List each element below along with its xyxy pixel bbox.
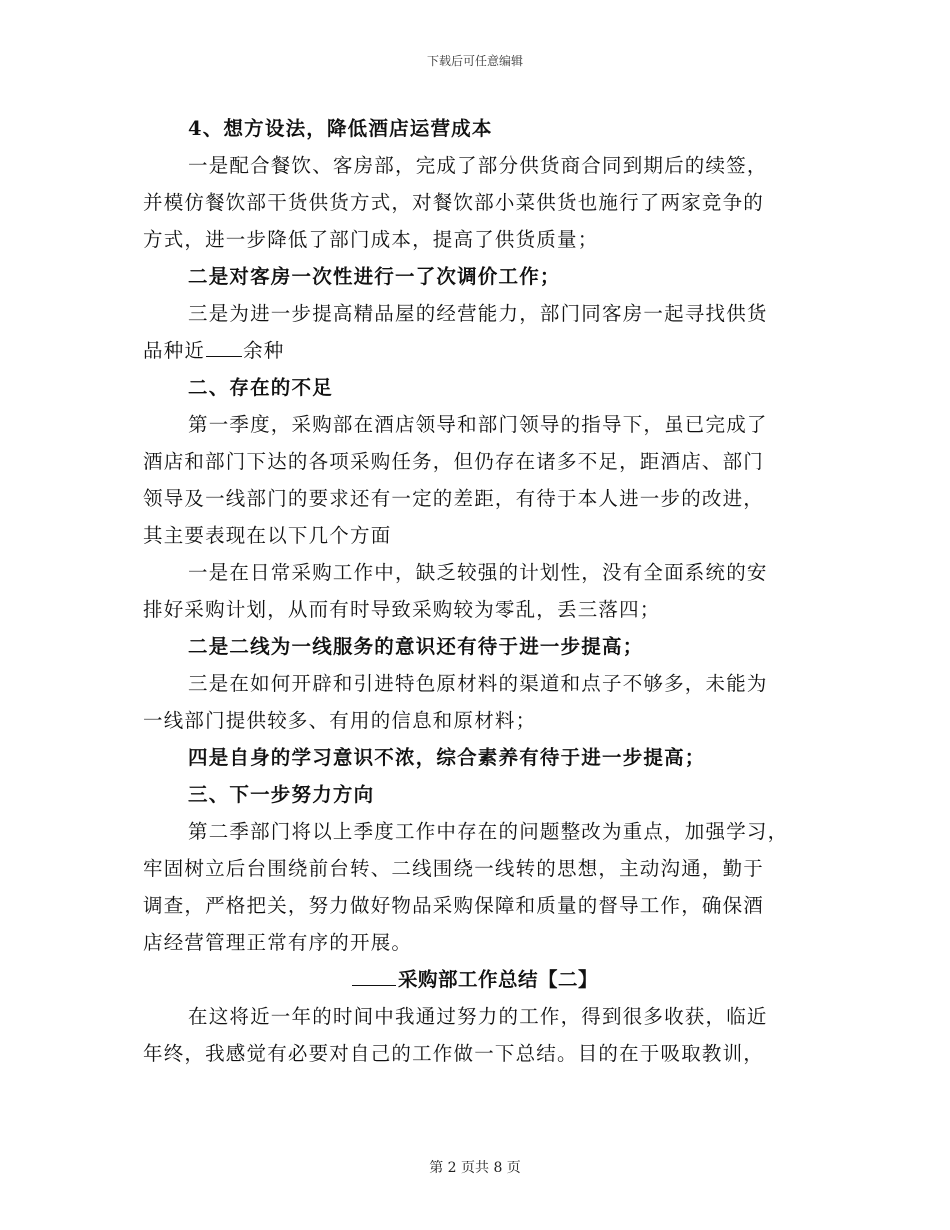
bold-paragraph-line: 四是自身的学习意识不浓，综合素养有待于进一步提高； [188, 746, 706, 769]
document-subtitle [143, 961, 807, 998]
paragraph-line: 一线部门提供较多、有用的信息和原材料； [143, 709, 537, 732]
paragraph-line: 三是为进一步提高精品屋的经营能力，部门同客房一起寻找供货 [188, 302, 768, 325]
paragraph-line: 一是配合餐饮、客房部，完成了部分供货商合同到期后的续签， [188, 154, 768, 177]
paragraph-line: 并模仿餐饮部干货供货方式，对餐饮部小菜供货也施行了两家竞争的 [143, 191, 765, 214]
title-blank [352, 963, 396, 986]
paragraph-line: 年终，我感觉有必要对自己的工作做一下总结。目的在于吸取教训， [143, 1042, 765, 1065]
paragraph-line: 酒店和部门下达的各项采购任务，但仍存在诸多不足，距酒店、部门 [143, 450, 765, 473]
text-before-blank: 品种近 [143, 339, 206, 362]
subtitle-text: 采购部工作总结【二】 [397, 968, 598, 991]
paragraph-line: 调查，严格把关，努力做好物品采购保障和质量的督导工作，确保酒 [143, 894, 765, 917]
paragraph-line: 第一季度，采购部在酒店领导和部门领导的指导下，虽已完成了 [188, 413, 768, 436]
paragraph-line: 牢固树立后台围绕前台转、二线围绕一线转的思想，主动沟通，勤于 [143, 857, 765, 880]
paragraph-line: 在这将近一年的时间中我通过努力的工作，得到很多收获，临近 [188, 1005, 768, 1028]
fill-in-blank [206, 334, 242, 357]
paragraph-line: 第二季部门将以上季度工作中存在的问题整改为重点，加强学习， [188, 820, 789, 843]
section-heading-cost: 4、想方设法，降低酒店运营成本 [188, 117, 493, 140]
text-after-blank: 余种 [243, 339, 285, 362]
paragraph-line: 方式，进一步降低了部门成本，提高了供货质量； [143, 228, 599, 251]
paragraph-line: 店经营管理正常有序的开展。 [143, 931, 413, 954]
bold-paragraph-line: 二是二线为一线服务的意识还有待于进一步提高； [188, 635, 644, 658]
paragraph-line: 一是在日常采购工作中，缺乏较强的计划性，没有全面系统的安 [188, 561, 768, 584]
page-header: 下载后可任意编辑 [426, 54, 523, 68]
page-footer: 第 2 页共 8 页 [429, 1160, 521, 1176]
paragraph-line: 领导及一线部门的要求还有一定的差距，有待于本人进一步的改进， [143, 487, 765, 510]
document-body [143, 110, 807, 1072]
section-heading-next-steps: 三、下一步努力方向 [188, 783, 375, 806]
paragraph-line-with-blank [143, 332, 807, 369]
bold-paragraph-line: 二是对客房一次性进行一了次调价工作； [188, 265, 561, 288]
paragraph-line: 其主要表现在以下几个方面 [143, 524, 392, 547]
section-heading-shortcomings: 二、存在的不足 [188, 376, 333, 399]
paragraph-line: 三是在如何开辟和引进特色原材料的渠道和点子不够多，未能为 [188, 672, 768, 695]
paragraph-line: 排好采购计划，从而有时导致采购较为零乱，丢三落四； [143, 598, 661, 621]
